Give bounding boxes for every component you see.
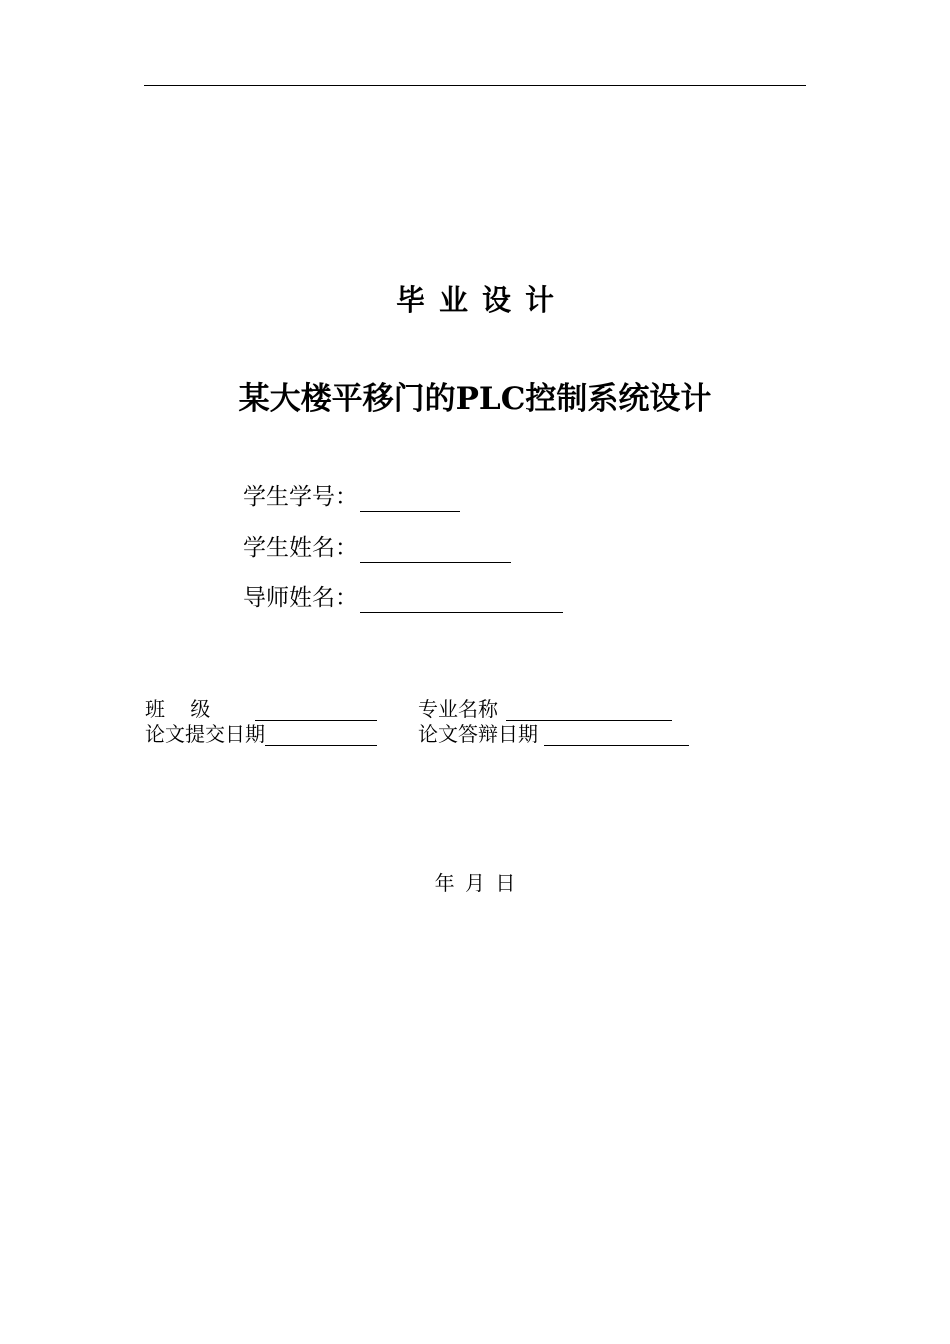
advisor-name-blank bbox=[360, 588, 563, 613]
defense-date-blank bbox=[544, 725, 689, 746]
thesis-title: 某大楼平移门的PLC控制系统设计 bbox=[238, 381, 712, 417]
year-label: 年 bbox=[434, 871, 455, 895]
day-label: 日 bbox=[495, 871, 516, 895]
header-rule bbox=[144, 85, 806, 86]
submit-date-blank bbox=[265, 725, 377, 746]
advisor-name-field bbox=[243, 583, 563, 613]
student-name-field bbox=[243, 533, 511, 563]
major-row bbox=[418, 697, 672, 721]
student-id-label: 学生学号： bbox=[243, 484, 358, 510]
class-label: 班 级 bbox=[145, 697, 211, 721]
class-blank bbox=[255, 700, 377, 721]
student-name-label: 学生姓名： bbox=[243, 535, 358, 561]
major-label: 专业名称 bbox=[418, 697, 498, 721]
month-label: 月 bbox=[465, 871, 485, 895]
student-name-blank bbox=[360, 538, 511, 563]
advisor-name-label: 导师姓名： bbox=[243, 585, 358, 611]
student-id-blank bbox=[360, 487, 460, 512]
defense-date-label: 论文答辩日期 bbox=[418, 722, 538, 746]
date-line bbox=[0, 870, 950, 896]
defense-date-row bbox=[418, 722, 689, 746]
class-row bbox=[145, 697, 377, 721]
submit-date-row bbox=[145, 722, 377, 746]
student-id-field bbox=[243, 482, 460, 512]
document-type-heading: 毕业设计 bbox=[395, 283, 568, 317]
major-blank bbox=[506, 700, 672, 721]
submit-date-label: 论文提交日期 bbox=[145, 722, 265, 746]
